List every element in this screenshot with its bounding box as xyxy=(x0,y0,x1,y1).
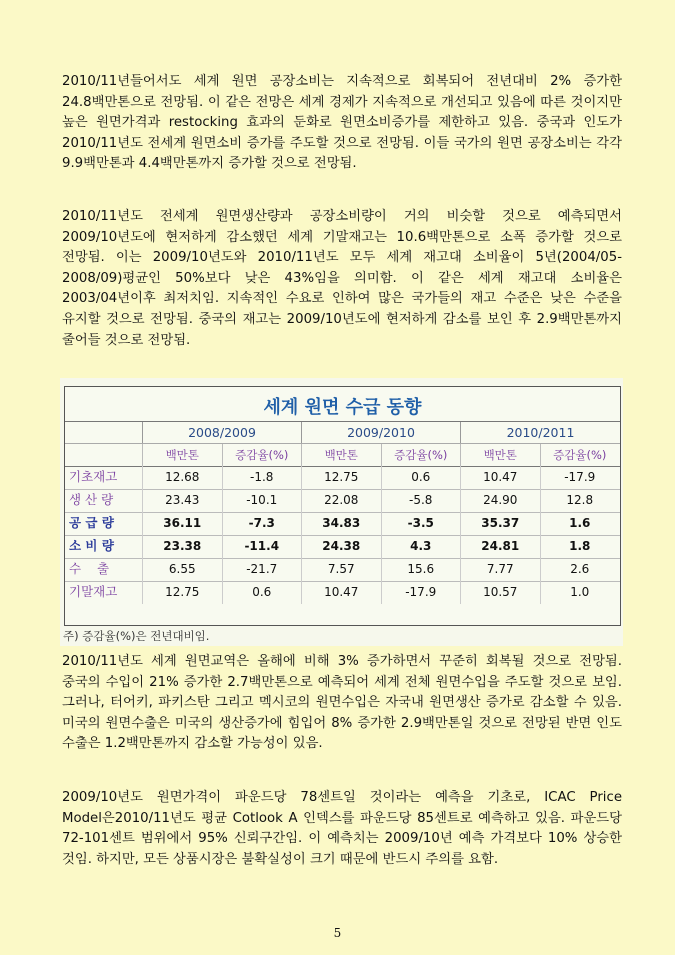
cell: 35.37 xyxy=(460,512,540,535)
cell: 15.6 xyxy=(381,558,461,581)
cell: 36.11 xyxy=(142,512,222,535)
table-row xyxy=(65,512,620,536)
sub-header-unit: 백만톤 xyxy=(460,444,540,466)
cell: -17.9 xyxy=(540,466,620,489)
paragraph-trade: 2010/11년도 세계 원면교역은 올해에 비해 3% 증가하면서 꾸준히 회복될 것으로 전망됨. 중국의 수입이 21% 증가한 2.7백만톤으로 예측되어 세계 전체 원면수입을 주도할 것으로 보임. 그러나, 터어키, 파키스탄 그리고 멕시코의 원면수입은 자국내 원면생산 증가로 감소할 수 있음. 미국의 원면수출은 미국의 생산증가에 힘입어 8% 증가한 2.9백만톤일 것으로 전망된 반면 인도 수출은 1.2백만톤까지 감소할 가능성이 있음. xyxy=(62,654,622,752)
cell: 0.6 xyxy=(222,581,302,604)
cell: -21.7 xyxy=(222,558,302,581)
sub-header-change: 증감율(%) xyxy=(381,444,461,466)
cell: 7.77 xyxy=(460,558,540,581)
cell: 12.68 xyxy=(142,466,222,489)
table-note: 주) 증감율(%)은 전년대비임. xyxy=(63,629,210,643)
table-sub-header xyxy=(65,443,620,467)
cell: -17.9 xyxy=(381,581,461,604)
sub-header-unit: 백만톤 xyxy=(301,444,381,466)
cell: -1.8 xyxy=(222,466,302,489)
cell: 12.75 xyxy=(142,581,222,604)
paragraph-stocks: 2010/11년도 전세계 원면생산량과 공장소비량이 거의 비슷할 것으로 예측되면서 2009/10년도에 현저하게 감소했던 세계 기말재고는 10.6백만톤으로 소폭 증가할 것으로 전망됨. 이는 2009/10년도와 2010/11년도 모두 세계 재고대 소비율이 5년(2004/05-2008/09)평균인 50%보다 낮은 43%임을 의미함. 이 같은 세계 재고대 소비율은 2003/04년이후 최저치임. 지속적인 수요로 인하여 많은 국가들의 재고 수준은 낮은 수준을 유지할 것으로 전망됨. 중국의 재고는 2009/10년도에 현저하게 감소를 보인 후 2.9백만톤까지 줄어들 것으로 전망됨. xyxy=(62,209,622,348)
sub-header-change: 증감율(%) xyxy=(540,444,620,466)
cell: 1.6 xyxy=(540,512,620,535)
paragraph-consumption: 2010/11년들어서도 세계 원면 공장소비는 지속적으로 회복되어 전년대비 2% 증가한 24.8백만톤으로 전망됨. 이 같은 전망은 세계 경제가 지속적으로 개선되고 있음에 따른 것이지만 높은 원면가격과 restocking 효과의 둔화로 원면소비증가를 제한하고 있음. 중국과 인도가 2010/11년도 전세계 원면소비 증가를 주도할 것으로 전망됨. 이들 국가의 원면 공장소비는 각각 9.9백만톤과 4.4백만톤까지 증가할 것으로 전망됨. xyxy=(62,74,622,172)
cell: 24.90 xyxy=(460,489,540,512)
cell: -11.4 xyxy=(222,535,302,558)
page-number: 5 xyxy=(333,926,342,940)
year-header: 2008/2009 xyxy=(142,422,301,444)
table-row xyxy=(65,466,620,490)
table-row xyxy=(65,581,620,604)
cell: 2.6 xyxy=(540,558,620,581)
row-label: 공 급 량 xyxy=(69,515,114,530)
cell: 4.3 xyxy=(381,535,461,558)
cell: 23.43 xyxy=(142,489,222,512)
cell: 12.8 xyxy=(540,489,620,512)
cell: 23.38 xyxy=(142,535,222,558)
cell: 34.83 xyxy=(301,512,381,535)
paragraph-price: 2009/10년도 원면가격이 파운드당 78센트일 것이라는 예측을 기초로, ICAC Price Model은2010/11년도 평균 Cotlook A 인덱스를 파운드당 85센트로 예측하고 있음. 파운드당 72-101센트 범위에서 95% 신뢰구간임. 이 예측치는 2009/10년 예측 가격보다 10% 상승한 것임. 하지만, 모든 상품시장은 불확실성이 크기 때문에 반드시 주의를 요함. xyxy=(62,790,622,867)
cell: 12.75 xyxy=(301,466,381,489)
cell: 1.8 xyxy=(540,535,620,558)
cell: -10.1 xyxy=(222,489,302,512)
cell: 1.0 xyxy=(540,581,620,604)
cell: 0.6 xyxy=(381,466,461,489)
supply-demand-table xyxy=(60,378,623,646)
table-year-header xyxy=(65,421,620,444)
row-label: 소 비 량 xyxy=(69,538,114,553)
cell: 10.47 xyxy=(460,466,540,489)
table-title: 세계 원면 수급 동향 xyxy=(263,397,422,418)
row-label: 수 출 xyxy=(69,561,110,576)
table-row xyxy=(65,558,620,582)
row-label: 생 산 량 xyxy=(69,492,114,507)
cell: -7.3 xyxy=(222,512,302,535)
cell: 10.47 xyxy=(301,581,381,604)
sub-header-change: 증감율(%) xyxy=(222,444,302,466)
cell: 10.57 xyxy=(460,581,540,604)
cell: -3.5 xyxy=(381,512,461,535)
table-row xyxy=(65,489,620,513)
sub-header-unit: 백만톤 xyxy=(142,444,222,466)
cell: 7.57 xyxy=(301,558,381,581)
cell: 6.55 xyxy=(142,558,222,581)
table-frame xyxy=(64,386,621,626)
year-header: 2010/2011 xyxy=(460,422,620,444)
cell: 24.81 xyxy=(460,535,540,558)
cell: 22.08 xyxy=(301,489,381,512)
year-header: 2009/2010 xyxy=(301,422,460,444)
table-row xyxy=(65,535,620,559)
row-label: 기초재고 xyxy=(69,469,118,484)
cell: -5.8 xyxy=(381,489,461,512)
row-label: 기말재고 xyxy=(69,584,118,599)
cell: 24.38 xyxy=(301,535,381,558)
